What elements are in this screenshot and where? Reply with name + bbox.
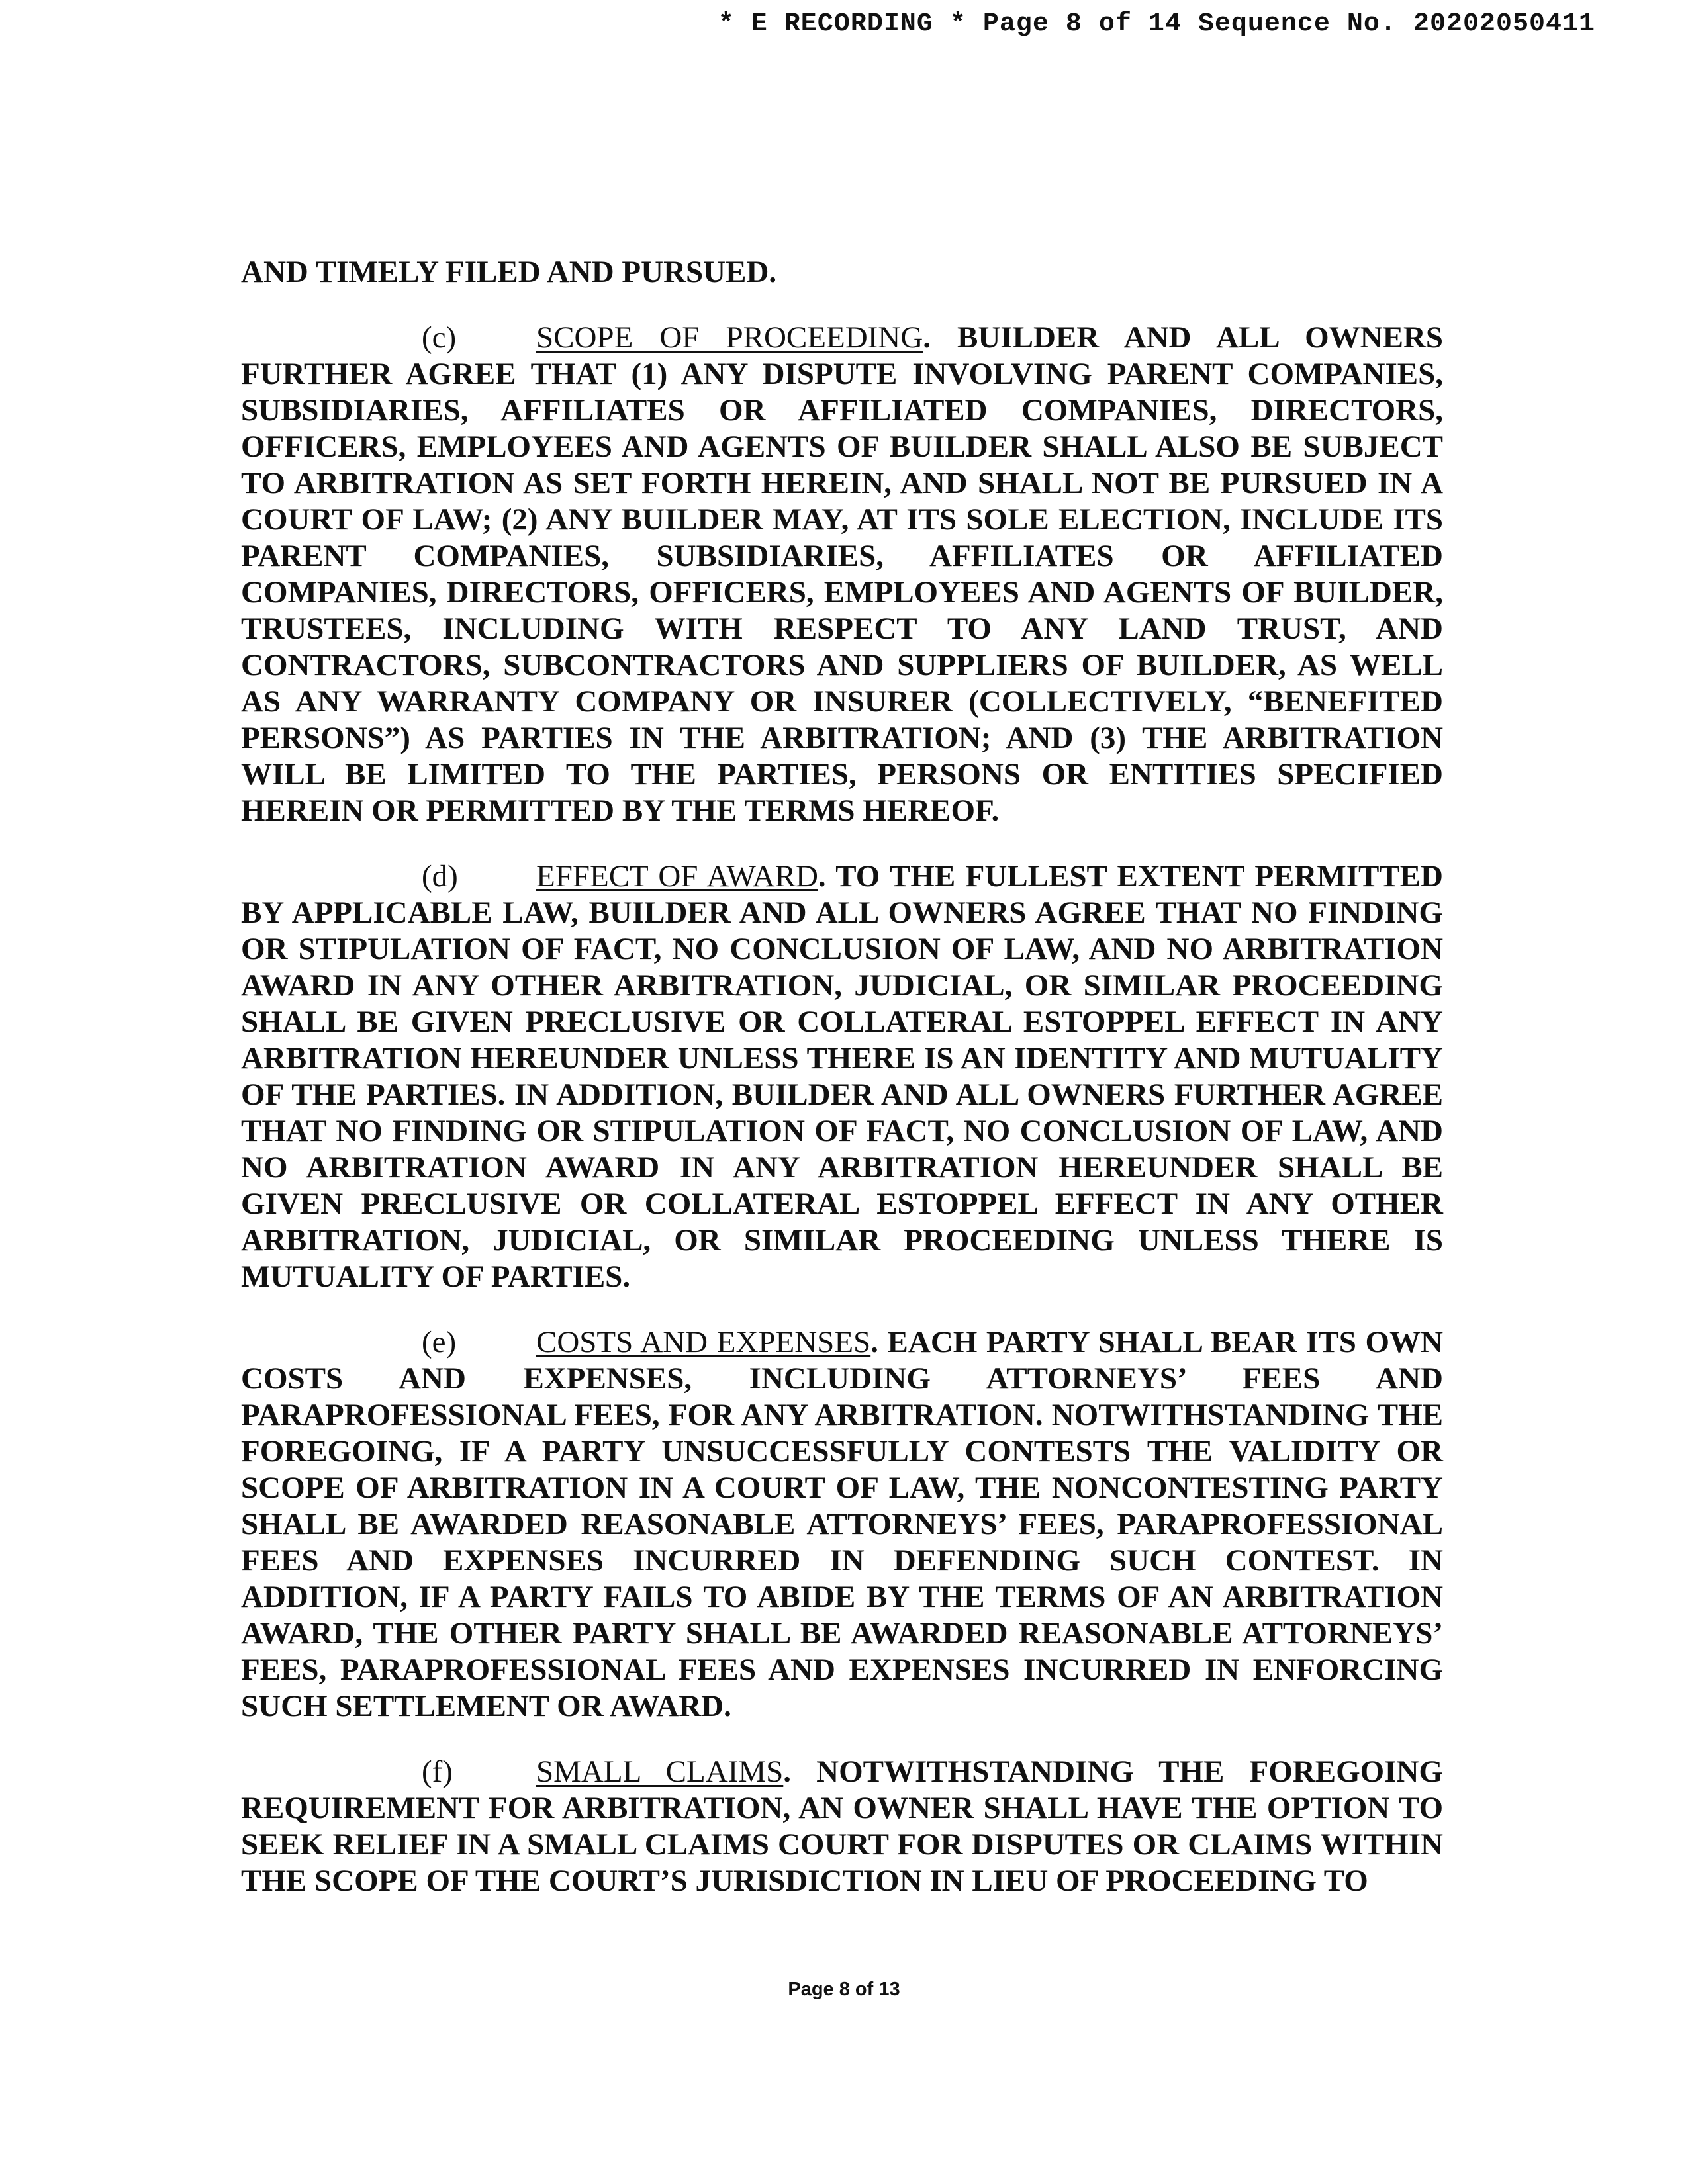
section-c bbox=[241, 320, 1443, 829]
section-heading: SMALL CLAIMS bbox=[536, 1754, 784, 1789]
section-heading: EFFECT OF AWARD bbox=[536, 859, 818, 893]
section-text: . BUILDER AND ALL OWNERS FURTHER AGREE THAT (1) ANY DISPUTE INVOLVING PARENT COMPANIES, SUBSIDIARIES, AFFILIATES OR AFFILIATED COMPANIES, DIRECTORS, OFFICERS, EMPLOYEES AND AGENTS OF BUILDER SHALL ALSO BE SUBJECT TO ARBITRATION AS SET FORTH HEREIN, AND SHALL NOT BE PURSUED IN A COURT OF LAW; (2) ANY BUILDER MAY, AT ITS SOLE ELECTION, INCLUDE ITS PARENT COMPANIES, SUBSIDIARIES, AFFILIATES OR AFFILIATED COMPANIES, DIRECTORS, OFFICERS, EMPLOYEES AND AGENTS OF BUILDER, TRUSTEES, INCLUDING WITH RESPECT TO ANY LAND TRUST, AND CONTRACTORS, SUBCONTRACTORS AND SUPPLIERS OF BUILDER, AS WELL AS ANY WARRANTY COMPANY OR INSURER (COLLECTIVELY, “BENEFITED PERSONS”) AS PARTIES IN THE ARBITRATION; AND (3) THE ARBITRATION WILL BE LIMITED TO THE PARTIES, PERSONS OR ENTITIES SPECIFIED HEREIN OR PERMITTED BY THE TERMS HEREOF. bbox=[241, 320, 1443, 828]
section-text: . EACH PARTY SHALL BEAR ITS OWN COSTS AND EXPENSES, INCLUDING ATTORNEYS’ FEES AND PARAPROFESSIONAL FEES, FOR ANY ARBITRATION. NOTWITHSTANDING THE FOREGOING, IF A PARTY UNSUCCESSFULLY CONTESTS THE VALIDITY OR SCOPE OF ARBITRATION IN A COURT OF LAW, THE NONCONTESTING PARTY SHALL BE AWARDED REASONABLE ATTORNEYS’ FEES, PARAPROFESSIONAL FEES AND EXPENSES INCURRED IN DEFENDING SUCH CONTEST. IN ADDITION, IF A PARTY FAILS TO ABIDE BY THE TERMS OF AN ARBITRATION AWARD, THE OTHER PARTY SHALL BE AWARDED REASONABLE ATTORNEYS’ FEES, PARAPROFESSIONAL FEES AND EXPENSES INCURRED IN ENFORCING SUCH SETTLEMENT OR AWARD. bbox=[241, 1325, 1443, 1723]
section-label: (c) bbox=[422, 320, 457, 355]
section-f bbox=[241, 1754, 1443, 1899]
section-label: (f) bbox=[422, 1754, 453, 1789]
section-heading: COSTS AND EXPENSES bbox=[536, 1325, 871, 1359]
section-heading: SCOPE OF PROCEEDING bbox=[536, 320, 923, 355]
section-d bbox=[241, 858, 1443, 1295]
section-text: . TO THE FULLEST EXTENT PERMITTED BY APPLICABLE LAW, BUILDER AND ALL OWNERS AGREE THAT NO FINDING OR STIPULATION OF FACT, NO CONCLUSION OF LAW, AND NO ARBITRATION AWARD IN ANY OTHER ARBITRATION, JUDICIAL, OR SIMILAR PROCEEDING SHALL BE GIVEN PRECLUSIVE OR COLLATERAL ESTOPPEL EFFECT IN ANY ARBITRATION HEREUNDER UNLESS THERE IS AN IDENTITY AND MUTUALITY OF THE PARTIES. IN ADDITION, BUILDER AND ALL OWNERS FURTHER AGREE THAT NO FINDING OR STIPULATION OF FACT, NO CONCLUSION OF LAW, AND NO ARBITRATION AWARD IN ANY ARBITRATION HEREUNDER SHALL BE GIVEN PRECLUSIVE OR COLLATERAL ESTOPPEL EFFECT IN ANY OTHER ARBITRATION, JUDICIAL, OR SIMILAR PROCEEDING UNLESS THERE IS MUTUALITY OF PARTIES. bbox=[241, 859, 1443, 1294]
section-label: (e) bbox=[422, 1325, 457, 1359]
section-text: . NOTWITHSTANDING THE FOREGOING REQUIREMENT FOR ARBITRATION, AN OWNER SHALL HAVE THE OPTION TO SEEK RELIEF IN A SMALL CLAIMS COURT FOR DISPUTES OR CLAIMS WITHIN THE SCOPE OF THE COURT’S JURISDICTION IN LIEU OF PROCEEDING TO bbox=[241, 1754, 1443, 1898]
recording-header: * E RECORDING * Page 8 of 14 Sequence No. 20202050411 bbox=[718, 9, 1595, 39]
section-e bbox=[241, 1324, 1443, 1725]
document-body bbox=[241, 254, 1443, 1899]
lead-paragraph: AND TIMELY FILED AND PURSUED. bbox=[241, 255, 777, 289]
section-label: (d) bbox=[422, 859, 458, 893]
page-number: Page 8 of 13 bbox=[788, 1979, 900, 2000]
